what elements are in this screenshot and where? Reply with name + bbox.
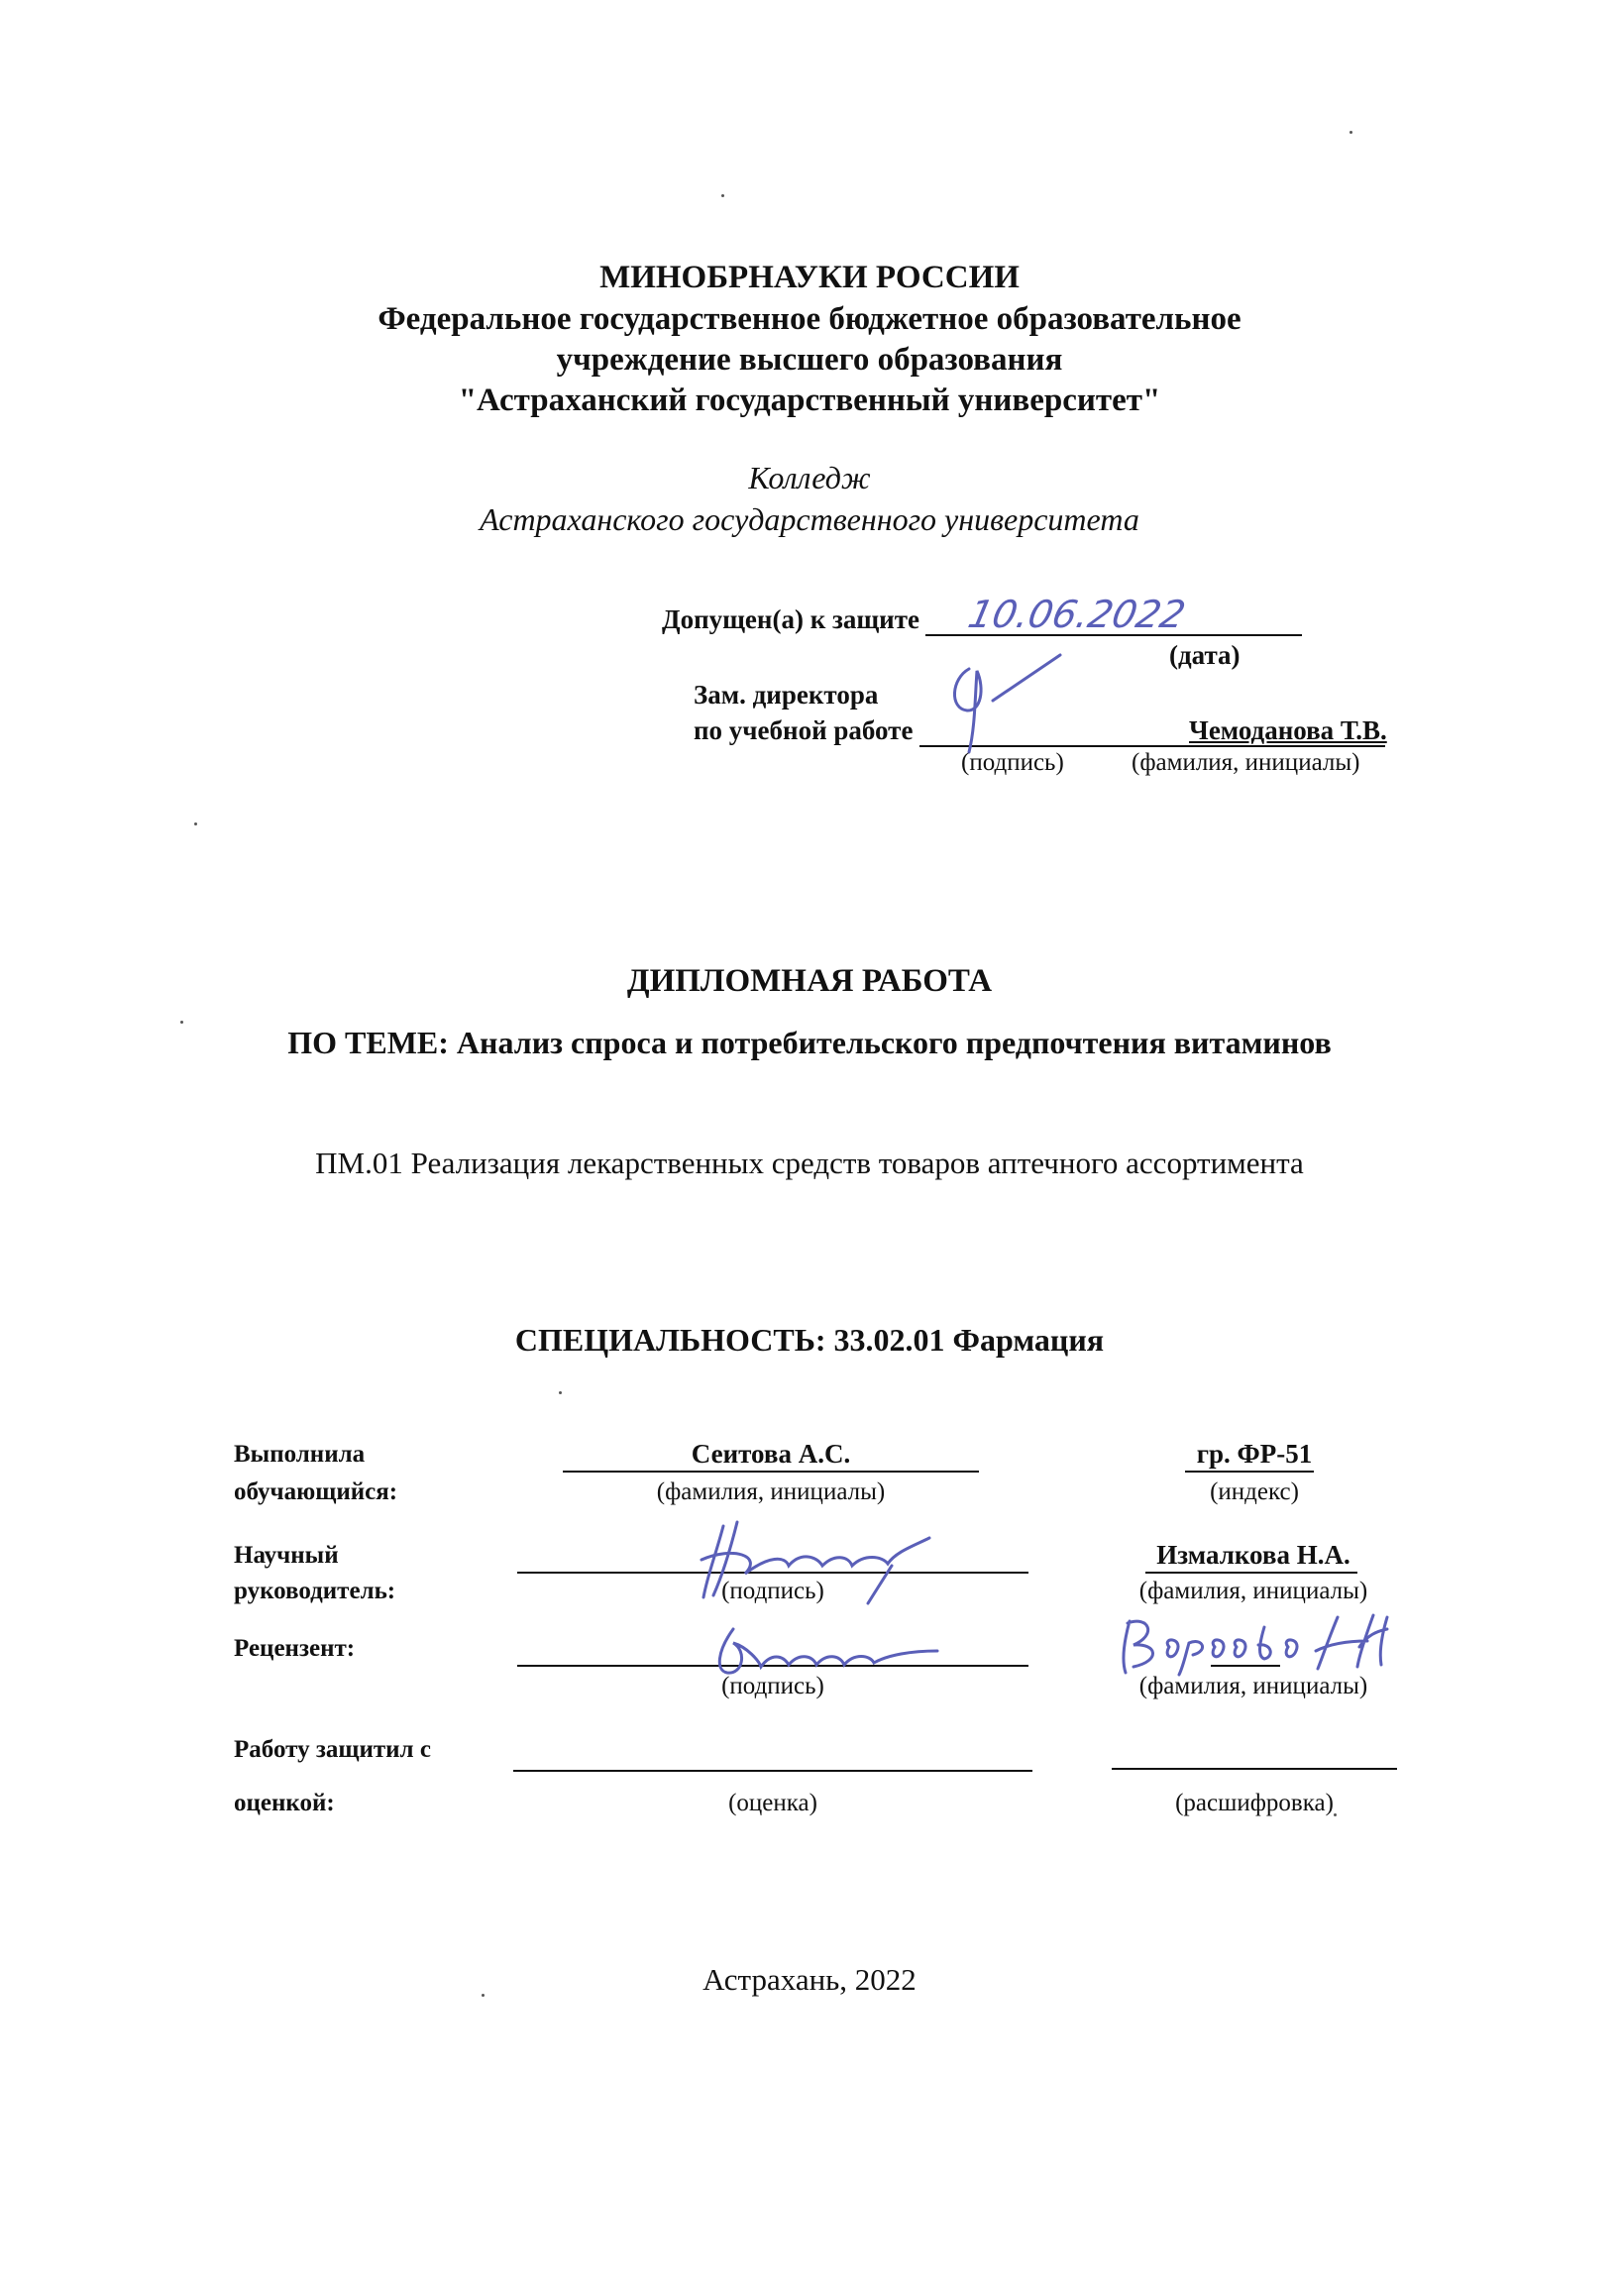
defense-label-1: Работу защитил с — [234, 1736, 431, 1763]
group-line — [1185, 1471, 1314, 1473]
scan-speck — [1349, 131, 1352, 134]
reviewer-name-caption: (фамилия, инициалы) — [1138, 1673, 1368, 1699]
supervisor-signature-caption: (подпись) — [721, 1578, 824, 1604]
work-type: ДИПЛОМНАЯ РАБОТА — [626, 963, 993, 999]
reviewer-signature-caption: (подпись) — [721, 1673, 824, 1699]
supervisor-name-line — [1145, 1572, 1357, 1574]
date-caption: (дата) — [1169, 640, 1241, 670]
college-line-1: Колледж — [748, 460, 871, 495]
defense-label-2: оценкой: — [234, 1790, 335, 1816]
grade-line — [513, 1770, 1032, 1772]
supervisor-name-caption: (фамилия, инициалы) — [1138, 1578, 1368, 1604]
student-name: Сеитова А.С. — [691, 1439, 851, 1469]
scan-speck — [1334, 1813, 1337, 1816]
deputy-label-2: по учебной работе — [694, 715, 914, 745]
city-year: Астрахань, 2022 — [702, 1962, 917, 1997]
institution-line-2: учреждение высшего образования — [556, 342, 1063, 378]
decoding-caption: (расшифровка) — [1175, 1790, 1334, 1816]
deputy-name: Чемоданова Т.В. — [1189, 715, 1387, 745]
scan-speck — [559, 1391, 562, 1394]
scan-speck — [194, 822, 197, 825]
group-index: гр. ФР-51 — [1196, 1439, 1313, 1469]
admitted-date-handwritten: 10.06.2022 — [964, 593, 1190, 636]
student-name-line — [563, 1471, 979, 1473]
supervisor-label-2: руководитель: — [234, 1578, 396, 1604]
deputy-label-1: Зам. директора — [694, 680, 879, 710]
specialty: СПЕЦИАЛЬНОСТЬ: 33.02.01 Фармация — [514, 1322, 1105, 1358]
student-label-1: Выполнила — [234, 1441, 366, 1468]
reviewer-label: Рецензент: — [234, 1635, 356, 1662]
work-topic: ПО ТЕМЕ: Анализ спроса и потребительского предпочтения витаминов — [287, 1025, 1332, 1060]
deputy-signature — [931, 649, 1080, 758]
scan-speck — [180, 1021, 183, 1024]
college-line-2: Астраханского государственного университета — [480, 501, 1139, 537]
university-name: "Астраханский государственный университет" — [458, 383, 1161, 418]
decoding-line — [1112, 1768, 1397, 1770]
group-caption: (индекс) — [1210, 1478, 1299, 1505]
institution-line-1: Федеральное государственное бюджетное образовательное — [378, 301, 1241, 337]
reviewer-signature — [703, 1621, 951, 1681]
student-label-2: обучающийся: — [234, 1478, 398, 1505]
ministry-title: МИНОБРНАУКИ РОССИИ — [599, 260, 1020, 295]
grade-caption: (оценка) — [728, 1790, 817, 1816]
scan-speck — [482, 1994, 485, 1997]
reviewer-name-handwritten — [1114, 1607, 1441, 1677]
deputy-signature-caption: (подпись) — [961, 749, 1064, 776]
supervisor-name: Измалкова Н.А. — [1156, 1540, 1350, 1570]
admitted-label: Допущен(а) к защите — [662, 604, 919, 634]
supervisor-label-1: Научный — [234, 1542, 339, 1569]
deputy-name-caption: (фамилия, инициалы) — [1132, 749, 1360, 776]
professional-module: ПМ.01 Реализация лекарственных средств товаров аптечного ассортимента — [315, 1146, 1304, 1180]
student-name-caption: (фамилия, инициалы) — [656, 1478, 886, 1505]
scan-speck — [721, 194, 724, 197]
